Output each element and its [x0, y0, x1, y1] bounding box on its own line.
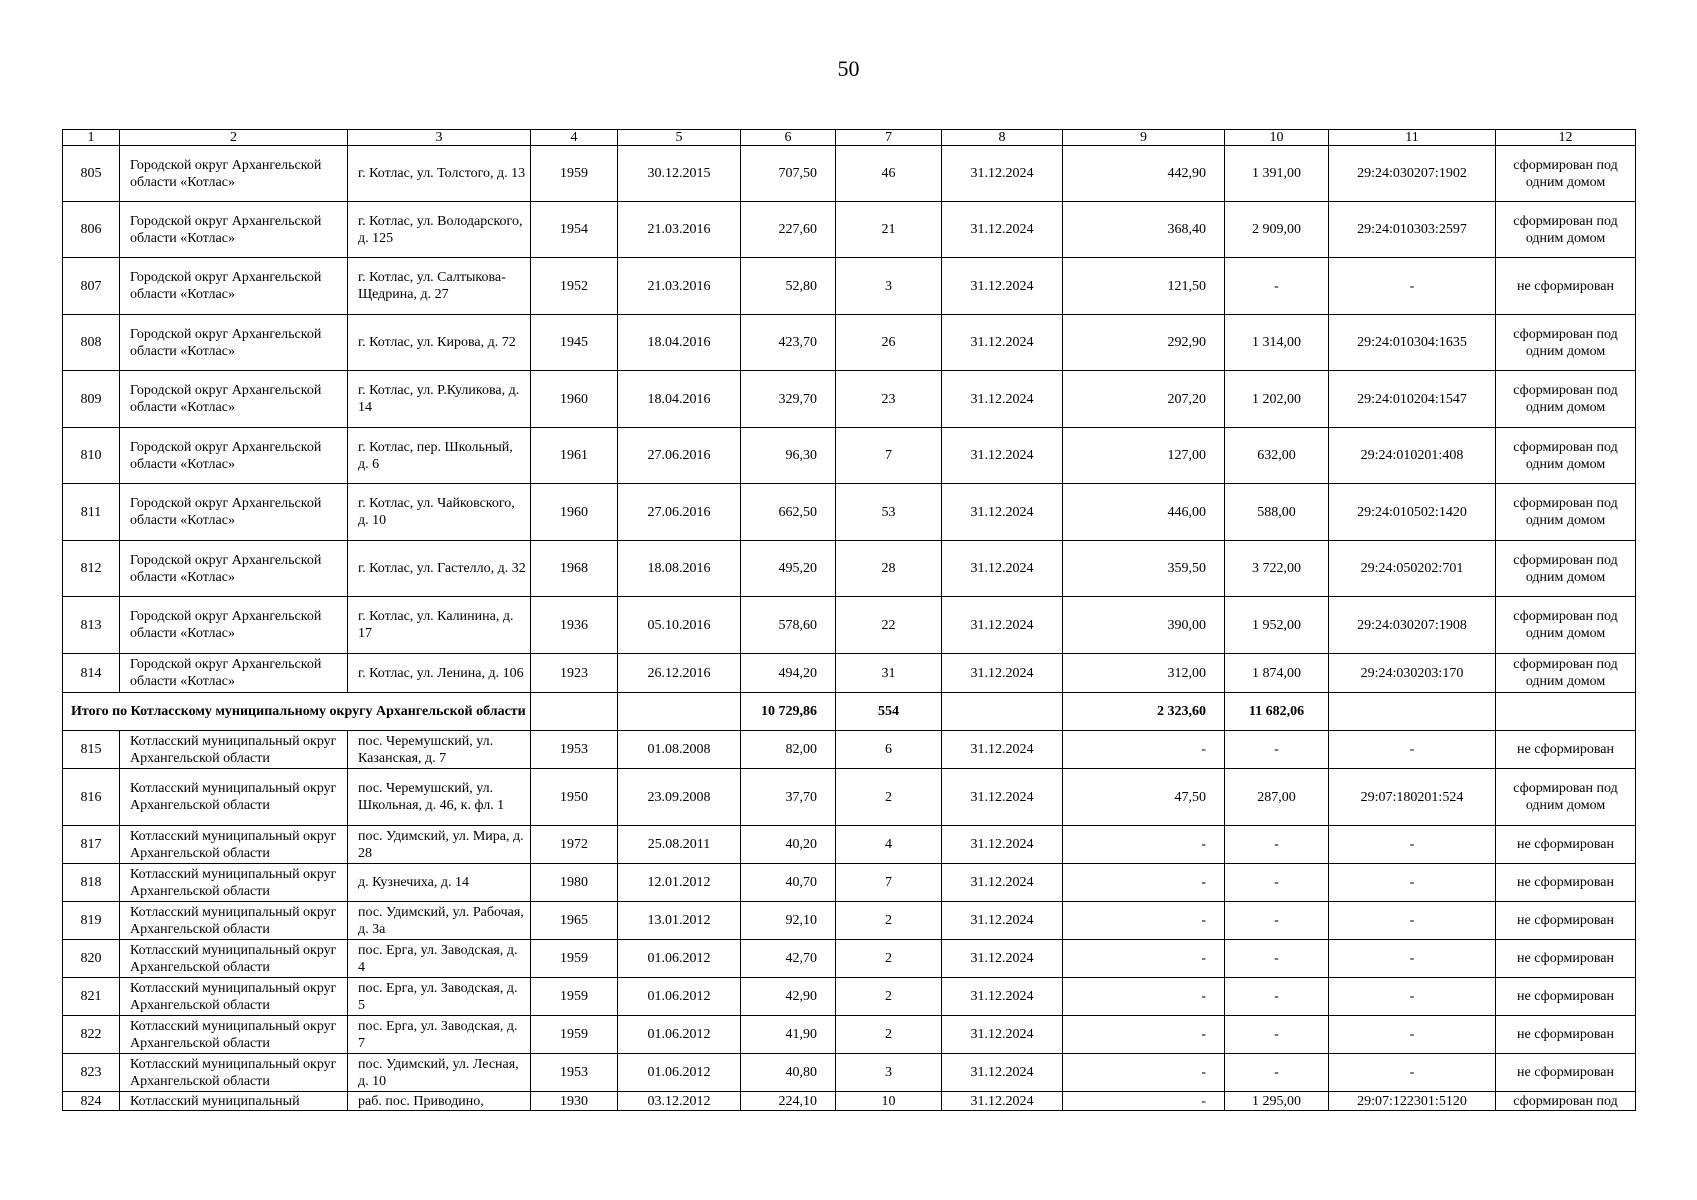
- column-number: 2: [120, 130, 348, 146]
- housing-registry-table: [62, 129, 1636, 1111]
- cell-count: 7: [836, 428, 942, 484]
- cell-no: 816: [63, 769, 120, 826]
- cell-area: 96,30: [741, 428, 836, 484]
- cell-plot: -: [1225, 1054, 1329, 1092]
- table-row: [63, 315, 1636, 371]
- total-empty: [1329, 693, 1496, 731]
- cell-plot: -: [1225, 826, 1329, 864]
- cell-count: 28: [836, 541, 942, 597]
- total-area: 10 729,86: [741, 693, 836, 731]
- cell-count: 53: [836, 484, 942, 541]
- cell-no: 822: [63, 1016, 120, 1054]
- cell-deadline: 31.12.2024: [942, 146, 1063, 202]
- cell-date: 01.06.2012: [618, 978, 741, 1016]
- cell-cadastre: 29:07:122301:5120: [1329, 1092, 1496, 1111]
- cell-address: раб. пос. Приводино,: [348, 1092, 531, 1111]
- cell-area: 578,60: [741, 597, 836, 654]
- cell-no: 807: [63, 258, 120, 315]
- page-number: 50: [837, 56, 860, 81]
- cell-date: 27.06.2016: [618, 484, 741, 541]
- cell-plot: 2 909,00: [1225, 202, 1329, 258]
- cell-status: не сформирован: [1496, 978, 1636, 1016]
- cell-status: сформирован под одним домом: [1496, 371, 1636, 428]
- cell-deadline: 31.12.2024: [942, 864, 1063, 902]
- cell-plot: 3 722,00: [1225, 541, 1329, 597]
- cell-area: 707,50: [741, 146, 836, 202]
- cell-land: -: [1063, 1016, 1225, 1054]
- cell-owner: Городской округ Архангельской области «Котлас»: [120, 484, 348, 541]
- table-row: [63, 902, 1636, 940]
- cell-year: 1960: [531, 484, 618, 541]
- cell-date: 21.03.2016: [618, 202, 741, 258]
- table-row: [63, 202, 1636, 258]
- cell-year: 1923: [531, 654, 618, 693]
- cell-year: 1968: [531, 541, 618, 597]
- cell-land: 359,50: [1063, 541, 1225, 597]
- cell-land: -: [1063, 826, 1225, 864]
- cell-plot: 1 295,00: [1225, 1092, 1329, 1111]
- cell-count: 2: [836, 1016, 942, 1054]
- cell-plot: 1 874,00: [1225, 654, 1329, 693]
- cell-owner: Котласский муниципальный округ Архангельской области: [120, 940, 348, 978]
- cell-plot: 1 202,00: [1225, 371, 1329, 428]
- cell-address: г. Котлас, ул. Володарского, д. 125: [348, 202, 531, 258]
- cell-cadastre: -: [1329, 826, 1496, 864]
- cell-owner: Городской округ Архангельской области «Котлас»: [120, 597, 348, 654]
- cell-year: 1953: [531, 1054, 618, 1092]
- cell-cadastre: 29:24:050202:701: [1329, 541, 1496, 597]
- cell-cadastre: -: [1329, 1054, 1496, 1092]
- cell-cadastre: 29:07:180201:524: [1329, 769, 1496, 826]
- cell-land: -: [1063, 978, 1225, 1016]
- cell-date: 27.06.2016: [618, 428, 741, 484]
- cell-address: пос. Удимский, ул. Рабочая, д. 3а: [348, 902, 531, 940]
- table-row: [63, 146, 1636, 202]
- cell-area: 40,20: [741, 826, 836, 864]
- cell-area: 42,70: [741, 940, 836, 978]
- column-number: 8: [942, 130, 1063, 146]
- cell-date: 23.09.2008: [618, 769, 741, 826]
- table-row: [63, 484, 1636, 541]
- column-number: 6: [741, 130, 836, 146]
- cell-count: 3: [836, 258, 942, 315]
- cell-status: сформирован под одним домом: [1496, 146, 1636, 202]
- cell-count: 2: [836, 940, 942, 978]
- cell-area: 423,70: [741, 315, 836, 371]
- cell-area: 329,70: [741, 371, 836, 428]
- table-row: [63, 978, 1636, 1016]
- cell-cadastre: 29:24:010201:408: [1329, 428, 1496, 484]
- cell-owner: Котласский муниципальный округ Архангельской области: [120, 731, 348, 769]
- cell-date: 25.08.2011: [618, 826, 741, 864]
- cell-area: 224,10: [741, 1092, 836, 1111]
- cell-count: 6: [836, 731, 942, 769]
- cell-deadline: 31.12.2024: [942, 654, 1063, 693]
- cell-land: 127,00: [1063, 428, 1225, 484]
- cell-date: 03.12.2012: [618, 1092, 741, 1111]
- cell-year: 1950: [531, 769, 618, 826]
- column-number: 3: [348, 130, 531, 146]
- cell-deadline: 31.12.2024: [942, 315, 1063, 371]
- cell-land: -: [1063, 731, 1225, 769]
- cell-year: 1930: [531, 1092, 618, 1111]
- cell-date: 01.06.2012: [618, 1016, 741, 1054]
- cell-no: 815: [63, 731, 120, 769]
- cell-deadline: 31.12.2024: [942, 1092, 1063, 1111]
- cell-address: г. Котлас, ул. Толстого, д. 13: [348, 146, 531, 202]
- cell-status: сформирован под одним домом: [1496, 315, 1636, 371]
- cell-no: 813: [63, 597, 120, 654]
- cell-plot: -: [1225, 940, 1329, 978]
- table-row: [63, 654, 1636, 693]
- cell-address: пос. Удимский, ул. Лесная, д. 10: [348, 1054, 531, 1092]
- cell-status: не сформирован: [1496, 258, 1636, 315]
- table-row: [63, 258, 1636, 315]
- cell-status: не сформирован: [1496, 864, 1636, 902]
- cell-deadline: 31.12.2024: [942, 1016, 1063, 1054]
- cell-owner: Котласский муниципальный округ Архангельской области: [120, 902, 348, 940]
- cell-no: 808: [63, 315, 120, 371]
- column-number: 7: [836, 130, 942, 146]
- cell-date: 01.08.2008: [618, 731, 741, 769]
- cell-cadastre: -: [1329, 978, 1496, 1016]
- cell-count: 4: [836, 826, 942, 864]
- cell-count: 7: [836, 864, 942, 902]
- cell-count: 10: [836, 1092, 942, 1111]
- cell-area: 662,50: [741, 484, 836, 541]
- cell-deadline: 31.12.2024: [942, 769, 1063, 826]
- cell-land: 312,00: [1063, 654, 1225, 693]
- total-label: Итого по Котласскому муниципальному округу Архангельской области: [63, 693, 531, 731]
- cell-year: 1954: [531, 202, 618, 258]
- cell-plot: 1 952,00: [1225, 597, 1329, 654]
- cell-year: 1980: [531, 864, 618, 902]
- cell-area: 40,80: [741, 1054, 836, 1092]
- cell-year: 1952: [531, 258, 618, 315]
- cell-land: 446,00: [1063, 484, 1225, 541]
- cell-status: сформирован под одним домом: [1496, 202, 1636, 258]
- cell-no: 814: [63, 654, 120, 693]
- cell-deadline: 31.12.2024: [942, 541, 1063, 597]
- cell-count: 2: [836, 769, 942, 826]
- cell-owner: Котласский муниципальный округ Архангельской области: [120, 1016, 348, 1054]
- cell-cadastre: 29:24:030203:170: [1329, 654, 1496, 693]
- cell-address: пос. Ерга, ул. Заводская, д. 5: [348, 978, 531, 1016]
- cell-land: -: [1063, 902, 1225, 940]
- cell-cadastre: -: [1329, 940, 1496, 978]
- cell-cadastre: -: [1329, 731, 1496, 769]
- cell-plot: -: [1225, 864, 1329, 902]
- cell-owner: Городской округ Архангельской области «Котлас»: [120, 541, 348, 597]
- cell-land: 292,90: [1063, 315, 1225, 371]
- cell-status: сформирован под: [1496, 1092, 1636, 1111]
- cell-date: 26.12.2016: [618, 654, 741, 693]
- cell-land: -: [1063, 940, 1225, 978]
- cell-cadastre: 29:24:010304:1635: [1329, 315, 1496, 371]
- cell-owner: Котласский муниципальный округ Архангельской области: [120, 1054, 348, 1092]
- cell-area: 82,00: [741, 731, 836, 769]
- cell-year: 1965: [531, 902, 618, 940]
- cell-date: 21.03.2016: [618, 258, 741, 315]
- cell-cadastre: -: [1329, 902, 1496, 940]
- table-row: [63, 371, 1636, 428]
- cell-land: 47,50: [1063, 769, 1225, 826]
- cell-cadastre: -: [1329, 1016, 1496, 1054]
- cell-deadline: 31.12.2024: [942, 902, 1063, 940]
- cell-owner: Городской округ Архангельской области «Котлас»: [120, 146, 348, 202]
- table-row: [63, 1092, 1636, 1111]
- cell-land: 207,20: [1063, 371, 1225, 428]
- cell-address: г. Котлас, ул. Гастелло, д. 32: [348, 541, 531, 597]
- cell-address: г. Котлас, ул. Р.Куликова, д. 14: [348, 371, 531, 428]
- cell-plot: 1 391,00: [1225, 146, 1329, 202]
- cell-date: 30.12.2015: [618, 146, 741, 202]
- cell-owner: Городской округ Архангельской области «Котлас»: [120, 258, 348, 315]
- cell-land: -: [1063, 1092, 1225, 1111]
- table-row: [63, 769, 1636, 826]
- cell-status: сформирован под одним домом: [1496, 769, 1636, 826]
- cell-date: 12.01.2012: [618, 864, 741, 902]
- cell-cadastre: 29:24:030207:1902: [1329, 146, 1496, 202]
- total-empty: [531, 693, 618, 731]
- cell-year: 1959: [531, 1016, 618, 1054]
- cell-owner: Котласский муниципальный округ Архангельской области: [120, 864, 348, 902]
- cell-cadastre: 29:24:010502:1420: [1329, 484, 1496, 541]
- cell-deadline: 31.12.2024: [942, 826, 1063, 864]
- cell-land: -: [1063, 864, 1225, 902]
- column-number: 12: [1496, 130, 1636, 146]
- cell-count: 21: [836, 202, 942, 258]
- total-land: 2 323,60: [1063, 693, 1225, 731]
- cell-owner: Котласский муниципальный округ Архангельской области: [120, 826, 348, 864]
- cell-plot: 632,00: [1225, 428, 1329, 484]
- cell-plot: -: [1225, 902, 1329, 940]
- cell-address: пос. Черемушский, ул. Школьная, д. 46, к. фл. 1: [348, 769, 531, 826]
- cell-date: 05.10.2016: [618, 597, 741, 654]
- cell-address: пос. Удимский, ул. Мира, д. 28: [348, 826, 531, 864]
- cell-plot: 588,00: [1225, 484, 1329, 541]
- cell-land: -: [1063, 1054, 1225, 1092]
- cell-status: сформирован под одним домом: [1496, 541, 1636, 597]
- total-plot: 11 682,06: [1225, 693, 1329, 731]
- cell-count: 46: [836, 146, 942, 202]
- cell-count: 23: [836, 371, 942, 428]
- cell-owner: Котласский муниципальный: [120, 1092, 348, 1111]
- cell-status: не сформирован: [1496, 940, 1636, 978]
- cell-plot: 287,00: [1225, 769, 1329, 826]
- cell-address: г. Котлас, ул. Кирова, д. 72: [348, 315, 531, 371]
- cell-owner: Городской округ Архангельской области «Котлас»: [120, 371, 348, 428]
- cell-owner: Городской округ Архангельской области «Котлас»: [120, 315, 348, 371]
- cell-no: 805: [63, 146, 120, 202]
- cell-area: 42,90: [741, 978, 836, 1016]
- column-number: 10: [1225, 130, 1329, 146]
- cell-address: пос. Черемушский, ул. Казанская, д. 7: [348, 731, 531, 769]
- table-row: [63, 826, 1636, 864]
- column-number: 9: [1063, 130, 1225, 146]
- column-number: 5: [618, 130, 741, 146]
- table-row: [63, 428, 1636, 484]
- cell-area: 494,20: [741, 654, 836, 693]
- cell-date: 18.04.2016: [618, 315, 741, 371]
- cell-status: сформирован под одним домом: [1496, 597, 1636, 654]
- cell-status: сформирован под одним домом: [1496, 484, 1636, 541]
- cell-plot: -: [1225, 978, 1329, 1016]
- cell-deadline: 31.12.2024: [942, 940, 1063, 978]
- cell-plot: -: [1225, 1016, 1329, 1054]
- cell-count: 31: [836, 654, 942, 693]
- cell-address: г. Котлас, ул. Ленина, д. 106: [348, 654, 531, 693]
- cell-plot: -: [1225, 731, 1329, 769]
- cell-no: 818: [63, 864, 120, 902]
- cell-area: 92,10: [741, 902, 836, 940]
- cell-land: 442,90: [1063, 146, 1225, 202]
- cell-date: 18.04.2016: [618, 371, 741, 428]
- cell-no: 809: [63, 371, 120, 428]
- cell-deadline: 31.12.2024: [942, 484, 1063, 541]
- cell-no: 811: [63, 484, 120, 541]
- cell-no: 812: [63, 541, 120, 597]
- cell-status: не сформирован: [1496, 1054, 1636, 1092]
- column-number: 11: [1329, 130, 1496, 146]
- table-body: [63, 130, 1636, 1111]
- column-number-row: [63, 130, 1636, 146]
- cell-land: 390,00: [1063, 597, 1225, 654]
- cell-date: 13.01.2012: [618, 902, 741, 940]
- cell-status: не сформирован: [1496, 902, 1636, 940]
- cell-count: 2: [836, 978, 942, 1016]
- cell-status: не сформирован: [1496, 1016, 1636, 1054]
- cell-count: 3: [836, 1054, 942, 1092]
- cell-no: 810: [63, 428, 120, 484]
- cell-count: 26: [836, 315, 942, 371]
- table-row: [63, 1054, 1636, 1092]
- cell-address: г. Котлас, пер. Школьный, д. 6: [348, 428, 531, 484]
- cell-address: д. Кузнечиха, д. 14: [348, 864, 531, 902]
- cell-address: пос. Ерга, ул. Заводская, д. 7: [348, 1016, 531, 1054]
- cell-year: 1936: [531, 597, 618, 654]
- cell-year: 1945: [531, 315, 618, 371]
- total-empty: [618, 693, 741, 731]
- cell-no: 820: [63, 940, 120, 978]
- table-row: [63, 1016, 1636, 1054]
- cell-area: 41,90: [741, 1016, 836, 1054]
- cell-area: 495,20: [741, 541, 836, 597]
- cell-owner: Городской округ Архангельской области «Котлас»: [120, 654, 348, 693]
- cell-address: г. Котлас, ул. Калинина, д. 17: [348, 597, 531, 654]
- cell-year: 1961: [531, 428, 618, 484]
- cell-area: 52,80: [741, 258, 836, 315]
- cell-status: сформирован под одним домом: [1496, 428, 1636, 484]
- cell-land: 121,50: [1063, 258, 1225, 315]
- cell-deadline: 31.12.2024: [942, 202, 1063, 258]
- cell-deadline: 31.12.2024: [942, 371, 1063, 428]
- cell-count: 2: [836, 902, 942, 940]
- cell-owner: Котласский муниципальный округ Архангельской области: [120, 769, 348, 826]
- cell-cadastre: 29:24:030207:1908: [1329, 597, 1496, 654]
- table-row: [63, 731, 1636, 769]
- cell-no: 817: [63, 826, 120, 864]
- table-row: [63, 597, 1636, 654]
- cell-address: г. Котлас, ул. Салтыкова-Щедрина, д. 27: [348, 258, 531, 315]
- cell-no: 806: [63, 202, 120, 258]
- total-empty: [1496, 693, 1636, 731]
- column-number: 4: [531, 130, 618, 146]
- cell-date: 18.08.2016: [618, 541, 741, 597]
- cell-area: 37,70: [741, 769, 836, 826]
- total-empty: [942, 693, 1063, 731]
- total-count: 554: [836, 693, 942, 731]
- cell-no: 823: [63, 1054, 120, 1092]
- cell-deadline: 31.12.2024: [942, 1054, 1063, 1092]
- cell-deadline: 31.12.2024: [942, 428, 1063, 484]
- cell-year: 1959: [531, 940, 618, 978]
- table-row: [63, 864, 1636, 902]
- cell-deadline: 31.12.2024: [942, 597, 1063, 654]
- cell-cadastre: -: [1329, 864, 1496, 902]
- cell-deadline: 31.12.2024: [942, 978, 1063, 1016]
- cell-cadastre: -: [1329, 258, 1496, 315]
- cell-area: 227,60: [741, 202, 836, 258]
- cell-address: пос. Ерга, ул. Заводская, д. 4: [348, 940, 531, 978]
- cell-status: не сформирован: [1496, 731, 1636, 769]
- cell-plot: -: [1225, 258, 1329, 315]
- cell-count: 22: [836, 597, 942, 654]
- cell-year: 1953: [531, 731, 618, 769]
- cell-status: не сформирован: [1496, 826, 1636, 864]
- cell-year: 1959: [531, 146, 618, 202]
- cell-year: 1972: [531, 826, 618, 864]
- cell-no: 819: [63, 902, 120, 940]
- cell-area: 40,70: [741, 864, 836, 902]
- column-number: 1: [63, 130, 120, 146]
- cell-date: 01.06.2012: [618, 1054, 741, 1092]
- cell-owner: Городской округ Архангельской области «Котлас»: [120, 428, 348, 484]
- cell-land: 368,40: [1063, 202, 1225, 258]
- total-row: [63, 693, 1636, 731]
- cell-cadastre: 29:24:010303:2597: [1329, 202, 1496, 258]
- cell-year: 1959: [531, 978, 618, 1016]
- table-row: [63, 541, 1636, 597]
- cell-deadline: 31.12.2024: [942, 731, 1063, 769]
- cell-owner: Городской округ Архангельской области «Котлас»: [120, 202, 348, 258]
- cell-no: 824: [63, 1092, 120, 1111]
- cell-year: 1960: [531, 371, 618, 428]
- cell-date: 01.06.2012: [618, 940, 741, 978]
- table-row: [63, 940, 1636, 978]
- cell-owner: Котласский муниципальный округ Архангельской области: [120, 978, 348, 1016]
- cell-deadline: 31.12.2024: [942, 258, 1063, 315]
- cell-no: 821: [63, 978, 120, 1016]
- cell-address: г. Котлас, ул. Чайковского, д. 10: [348, 484, 531, 541]
- cell-status: сформирован под одним домом: [1496, 654, 1636, 693]
- cell-cadastre: 29:24:010204:1547: [1329, 371, 1496, 428]
- cell-plot: 1 314,00: [1225, 315, 1329, 371]
